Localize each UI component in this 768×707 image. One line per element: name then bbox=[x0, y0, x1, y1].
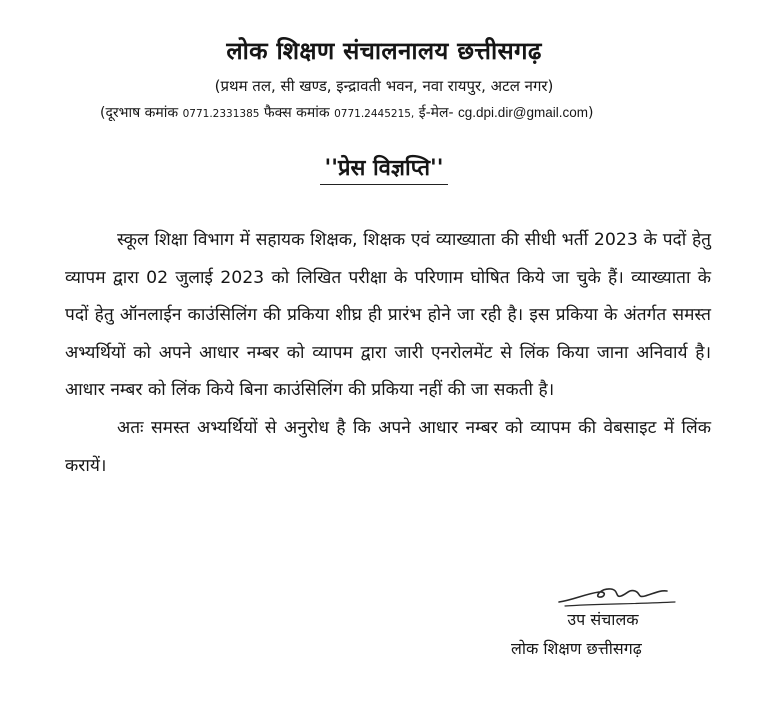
contact-open-paren: ( bbox=[100, 105, 106, 121]
organization-title: लोक शिक्षण संचालनालय छत्तीसगढ़ bbox=[226, 37, 542, 65]
press-release-title: ''प्रेस विज्ञप्ति'' bbox=[320, 152, 447, 185]
email-address: cg.dpi.dir@gmail.com bbox=[458, 105, 589, 120]
fax-number: 0771.2445215, bbox=[334, 108, 415, 120]
phone-label: दूरभाष कमांक bbox=[105, 105, 179, 121]
organization-contact-line bbox=[100, 103, 700, 122]
signatory-designation: उप संचालक bbox=[567, 610, 639, 629]
organization-address: (प्रथम तल, सी खण्ड, इन्द्रावती भवन, नवा रायपुर, अटल नगर) bbox=[214, 77, 554, 95]
contact-close-paren: ) bbox=[588, 105, 594, 121]
body-paragraph-1: स्कूल शिक्षा विभाग में सहायक शिक्षक, शिक्षक एवं व्याख्याता की सीधी भर्ती 2023 के पदों हेतु व्यापम द्वारा 02 जुलाई 2023 को लिखित परीक्षा के परिणाम घोषित किये जा चुके हैं। व्याख्याता के पदों हेतु ऑनलाईन काउंसिलिंग की प्रकिया शीघ्र ही प्रारंभ होने जा रही है। इस प्रकिया के अंतर्गत समस्त अभ्यर्थियों को अपने आधार नम्बर को व्यापम द्वारा जारी एनरोलमेंट से लिंक किया जाना अनिवार्य है। आधार नम्बर को लिंक किये बिना काउंसिलिंग की प्रकिया नहीं की जा सकती है। bbox=[65, 230, 711, 401]
body-paragraph-2: अतः समस्त अभ्यर्थियों से अनुरोध है कि अपने आधार नम्बर को व्यापम की वेबसाइट में लिंक करायें। bbox=[65, 417, 711, 476]
phone-number: 0771.2331385 bbox=[182, 108, 260, 120]
press-release-heading bbox=[0, 152, 768, 185]
email-label: ई-मेल- bbox=[418, 105, 454, 121]
signatory-office: लोक शिक्षण छत्तीसगढ़ bbox=[511, 639, 642, 658]
fax-label: फैक्स कमांक bbox=[263, 105, 330, 121]
signature-scribble bbox=[555, 580, 695, 608]
press-release-body bbox=[65, 222, 711, 485]
